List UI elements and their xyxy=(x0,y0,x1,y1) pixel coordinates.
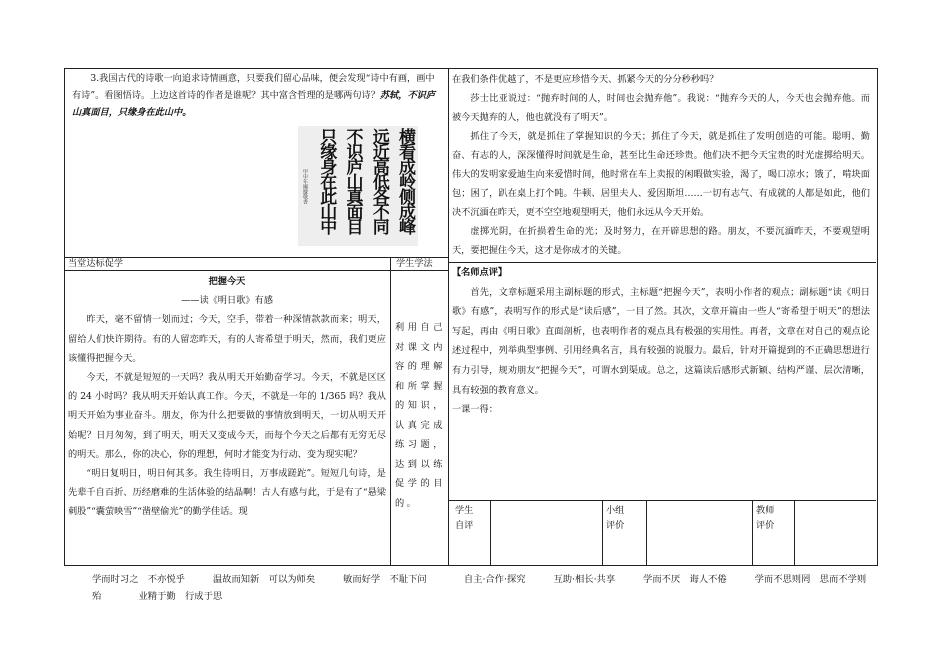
essay-subtitle: ——读《明日歌》有感 xyxy=(181,295,273,307)
eval-div-3 xyxy=(646,500,647,565)
essay xyxy=(68,272,386,522)
method-col-divider xyxy=(390,257,391,565)
right-column xyxy=(452,70,870,260)
essay-p1: 昨天，毫不留情一划而过；今天，空手，带着一种深情款款而来；明天，留给人们快许期待。有的人留恋昨天，有的人寄希望于明天，然而，我们更应该懂得把握今天。 xyxy=(68,314,386,364)
eval-group-1: 小组 xyxy=(606,505,625,516)
eval-student-2: 自评 xyxy=(455,520,474,531)
eval-teacher-2: 评价 xyxy=(756,520,775,531)
eval-div-2 xyxy=(602,500,603,565)
eval-student-1: 学生 xyxy=(455,505,474,516)
calligraphy-seal: 甲申年國慶敬書 xyxy=(302,168,308,204)
calligraphy-image xyxy=(298,126,418,246)
eval-row-top xyxy=(448,500,876,501)
eval-div-1 xyxy=(490,500,491,565)
review-text: 首先，文章标题采用主副标题的形式，主标题“把握今天”，表明小作者的观点；副标题“读《明日歌》有感”，表明写作的形式是“读后感”，一目了然。其次，文章开篇由一些人“寄希望于明天”的想法写起，再由《明日歌》直面剖析，也表明作者的观点具有极强的实用性。再者，文章在对自己的观点论述过程中，列举典型事例、引用经典名言，具有较强的说服力。最后，针对开篇提到的不正确思想进行有力引导，规劝朋友“把握今天”，可谓水到渠成。总之，这篇读后感形式新颖、结构严谨、层次清晰，具有较强的教育意义。 xyxy=(452,286,870,396)
eval-group-2: 评价 xyxy=(606,520,625,531)
q3-line1: 3.我国古代的诗歌一向追求诗情画意，只要我们留心品味，便会发现“诗中有画，画中 xyxy=(90,73,435,84)
q3-line2: 有诗”。看图悟诗。上边这首诗的作者是谁呢？其中富含哲理的是哪两句诗？ xyxy=(72,90,380,101)
teacher-review xyxy=(452,263,870,420)
right-p4: 虚掷光阴，在折损着生命的光；及时努力，在开辟思想的路。朋友，不要沉湎昨天，不要观望明天，要把握住今天，这才是你成才的关键。 xyxy=(452,226,870,256)
eval-teacher xyxy=(756,503,774,533)
review-label: 【名师点评】 xyxy=(452,267,508,278)
q3-answer-b: 山真面目，只缘身在此山中。 xyxy=(72,107,192,118)
eval-div-4 xyxy=(752,500,753,565)
essay-p2: 今天，不就是短短的一天吗？我从明天开始勤奋学习。今天，不就是区区的 24 小时吗？我从明天开始认真工作。今天，不就是一年的 1/365 吗？我从明天开始为事业奋斗。朋友，你为什么把要做的事情放到明天，一切从明天开始呢？日月匆匆，到了明天，明天又变成今天，而每个今天之后都有无穷无尽的明天。那么，你的决心，你的理想，何时才能变为行动、变为现实呢？ xyxy=(68,372,386,460)
essay-title: 把握今天 xyxy=(208,276,246,287)
question-3 xyxy=(72,70,444,121)
eval-student xyxy=(455,503,473,533)
footer-motto xyxy=(92,571,882,605)
section-header-right: 学生学法 xyxy=(396,258,433,269)
right-p3: 抓住了今天，就是抓住了掌握知识的今天；抓住了今天，就是抓住了发明创造的可能。聪明、勤奋、有志的人，深深懂得时间就是生命，甚至比生命还珍贵。他们决不把今天宝贵的时光虚掷给明天。伟大的发明家爱迪生向来爱惜时间，他时常在车上卖报的闲暇做实验，渴了，喝口凉水；饿了，啃块面包；困了，趴在桌上打个盹。牛顿、居里夫人、爱因斯坦……一切有志气、有成就的人都是如此，他们决不沉湎在昨天，更不空空地观望明天，他们永远从今天开始。 xyxy=(452,131,870,218)
callig-col-1: 横看成岭侧成峰 xyxy=(395,128,415,233)
reflection-label: 一课一得： xyxy=(452,404,498,416)
footer-line1: 学而时习之 不亦悦乎 温故而知新 可以为师矣 敏而好学 不耻下问 自主·合作·探究 互助·相长·共享 学而不厌 诲人不倦 学而不思则罔 思而不学则 xyxy=(92,574,867,585)
footer-line2: 殆 业精于勤 行成于思 xyxy=(92,591,223,602)
eval-teacher-1: 教师 xyxy=(756,505,775,516)
eval-div-5 xyxy=(794,500,795,565)
callig-col-4: 只缘身在此山中 xyxy=(316,128,337,233)
callig-col-3: 不识庐山真面目 xyxy=(342,128,363,233)
q3-answer-a: 苏轼，不识庐 xyxy=(379,90,436,101)
callig-col-2: 远近高低各不同 xyxy=(368,128,389,233)
center-divider xyxy=(448,68,449,565)
section-header-left: 当堂达标促学 xyxy=(68,258,124,269)
essay-p3: “明日复明日，明日何其多。我生待明日，万事成蹉跎”。短短几句诗，是先辈千自百折、历经磨难的生活体验的结晶啊！古人有感与此，于是有了“悬梁刺股”“囊萤映雪”“凿壁偷光”的勤学佳话。现 xyxy=(68,468,386,518)
study-method: 利用自己对课文内容的理解和所掌握的知识，认真完成练习题，达到以练促学的目的。 xyxy=(395,322,445,509)
right-p2: 莎士比亚说过：“抛弃时间的人，时间也会抛弃他”。我说：“抛弃今天的人，今天也会抛弃他。而被今天抛弃的人，他也就没有了明天”。 xyxy=(452,93,870,123)
right-p1: 在我们条件优越了，不是更应珍惜今天、抓紧今天的分分秒秒吗？ xyxy=(452,74,719,85)
eval-group xyxy=(606,503,624,533)
